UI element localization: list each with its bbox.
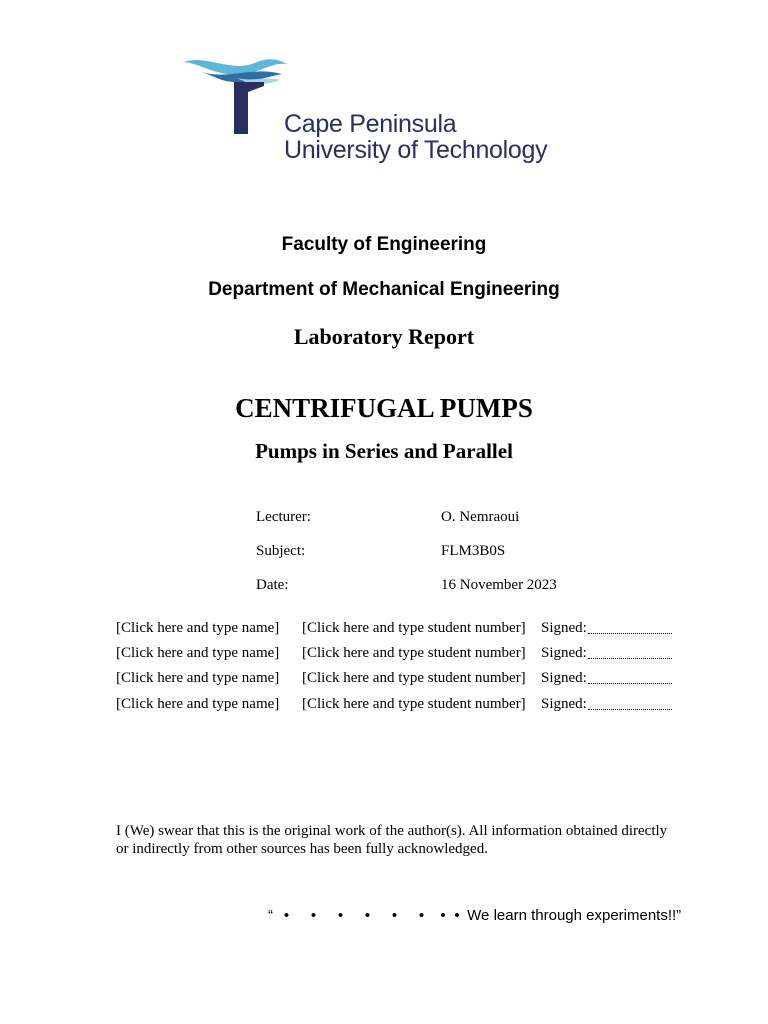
department-heading: Department of Mechanical Engineering: [208, 279, 560, 300]
bullet-icon: •: [454, 907, 460, 924]
motto-quote: [268, 907, 681, 924]
motto-text: We learn through experiments!!”: [467, 907, 682, 924]
university-logo: [182, 52, 582, 172]
faculty-heading: Faculty of Engineering: [281, 234, 487, 255]
bullet-icon: •: [283, 907, 290, 924]
report-subtitle: Pumps in Series and Parallel: [255, 439, 513, 463]
student-name-field[interactable]: [Click here and type name]: [116, 696, 280, 712]
bullet-icon: •: [337, 907, 344, 924]
date-label: Date:: [256, 577, 289, 593]
signed-label: Signed:: [541, 620, 587, 636]
signature-line[interactable]: [588, 683, 672, 684]
student-number-field[interactable]: [Click here and type student number]: [302, 620, 526, 636]
lecturer-value: O. Nemraoui: [441, 509, 520, 525]
student-number-field[interactable]: [Click here and type student number]: [302, 696, 526, 712]
bullet-icon: •: [418, 907, 425, 924]
student-number-field[interactable]: [Click here and type student number]: [302, 670, 526, 686]
student-number-field[interactable]: [Click here and type student number]: [302, 645, 526, 661]
signed-label: Signed:: [541, 645, 587, 661]
student-name-field[interactable]: [Click here and type name]: [116, 620, 280, 636]
bullet-icon: •: [391, 907, 398, 924]
subject-value: FLM3B0S: [441, 543, 506, 559]
logo-name-line2: University of Technology: [284, 136, 548, 164]
subject-label: Subject:: [256, 543, 306, 559]
signed-label: Signed:: [541, 670, 587, 686]
bullet-icon: •: [310, 907, 317, 924]
lecturer-label: Lecturer:: [256, 509, 311, 525]
signature-line[interactable]: [588, 709, 672, 710]
declaration-text: I (We) swear that this is the original work of the author(s). All information obtained directly or indirectly from other sources has been fully acknowledged.: [116, 823, 668, 857]
logo-wave-icon: [182, 52, 292, 142]
quote-open-mark: “: [268, 907, 273, 924]
student-name-field[interactable]: [Click here and type name]: [116, 645, 280, 661]
bullet-icon: •: [440, 907, 446, 924]
report-type-heading: Laboratory Report: [293, 324, 475, 349]
report-title: CENTRIFUGAL PUMPS: [235, 393, 533, 423]
date-value: 16 November 2023: [441, 577, 557, 593]
student-name-field[interactable]: [Click here and type name]: [116, 670, 280, 686]
signed-label: Signed:: [541, 696, 587, 712]
signature-line[interactable]: [588, 633, 672, 634]
logo-name-line1: Cape Peninsula: [284, 110, 457, 138]
signature-line[interactable]: [588, 658, 672, 659]
bullet-icon: •: [364, 907, 371, 924]
